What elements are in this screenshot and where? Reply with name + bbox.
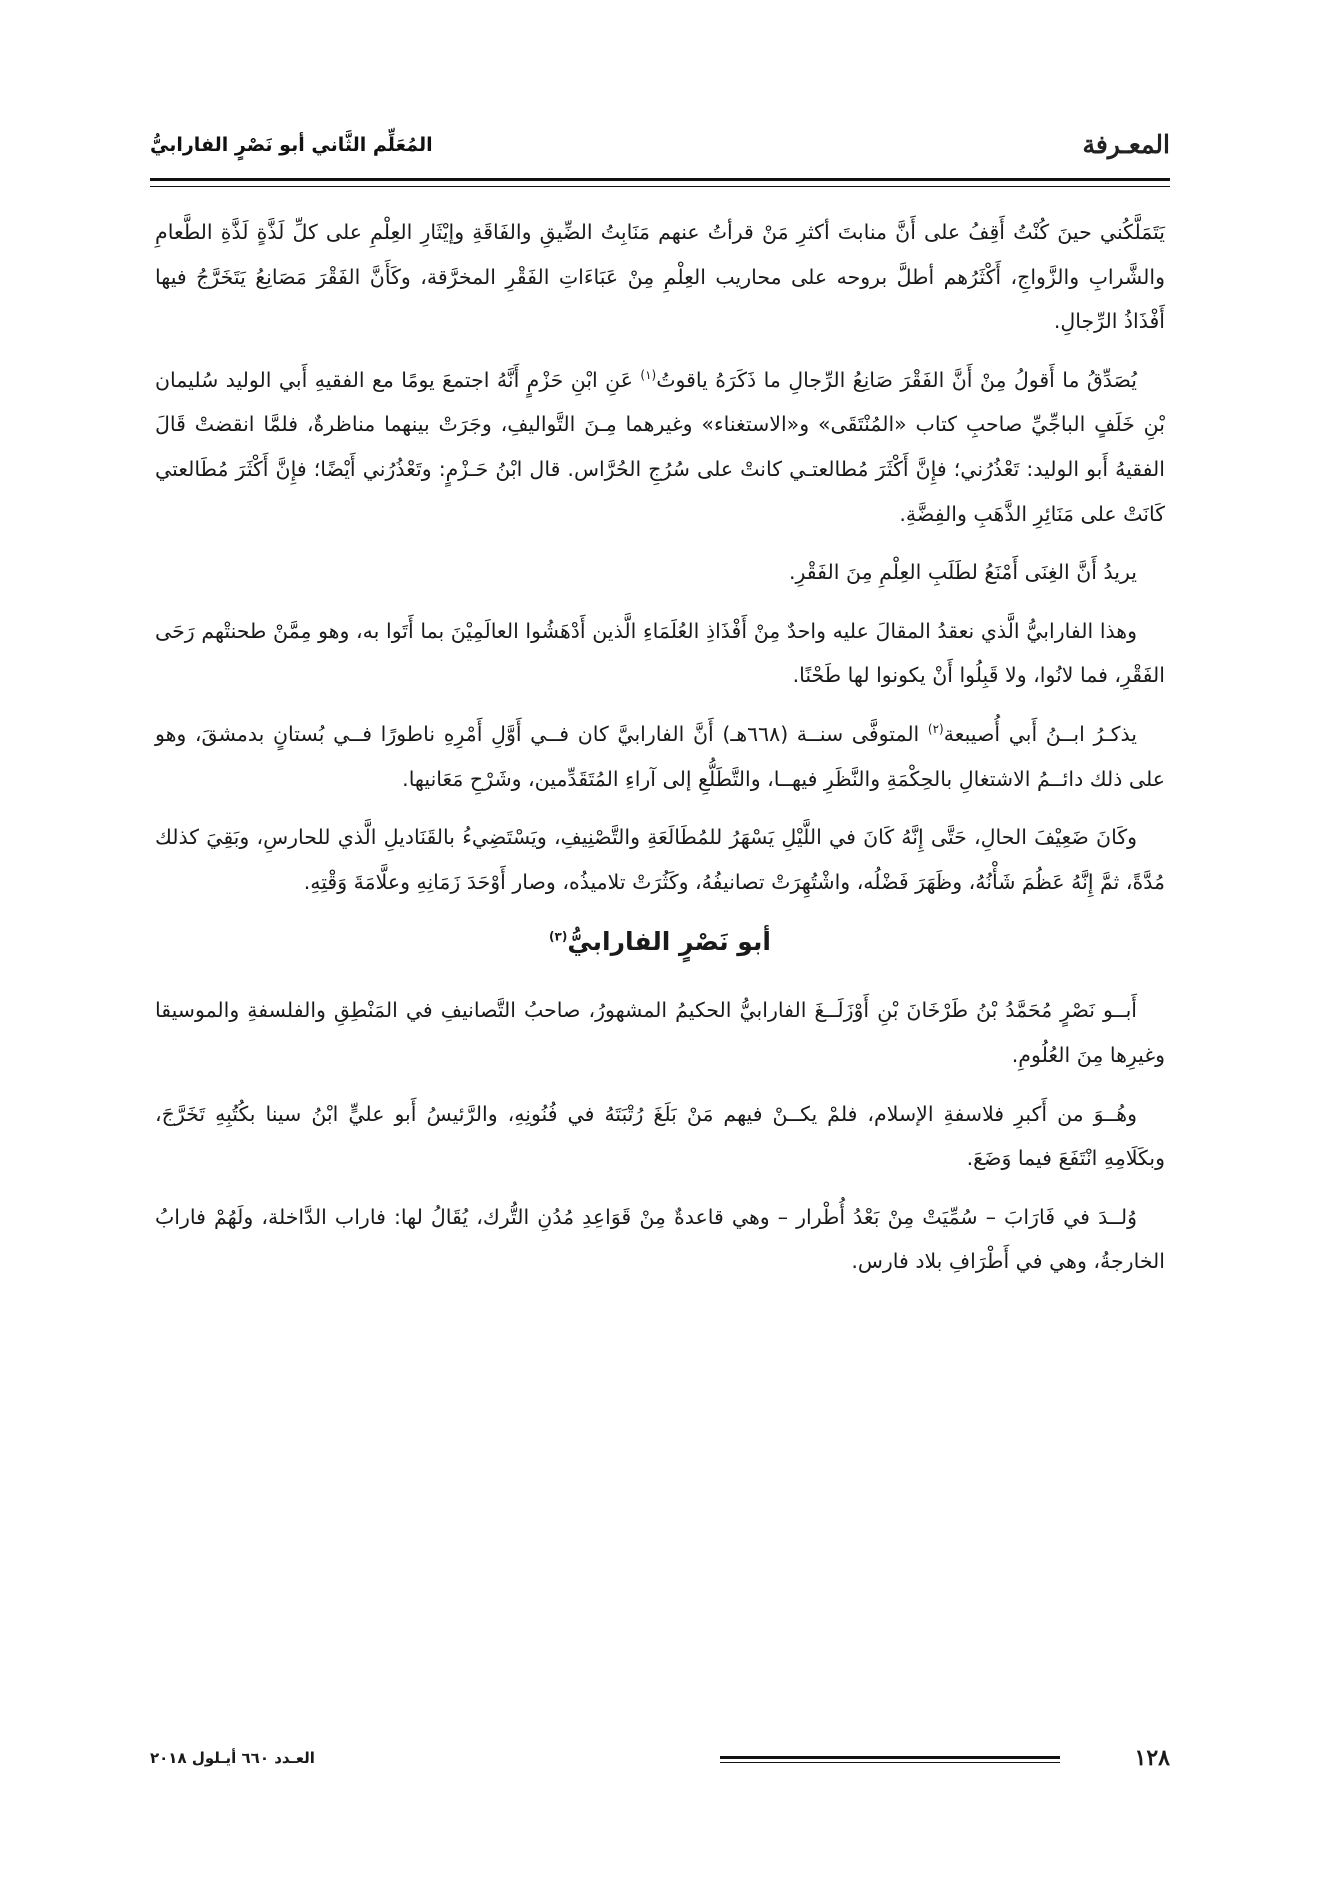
- paragraph-2: [155, 358, 1165, 536]
- paragraph-3: يريدُ أَنَّ الغِنَى أَمْنَعُ لطَلَبِ العِلْمِ مِنَ الفَقْرِ.: [788, 560, 1137, 585]
- page-header: [150, 128, 1170, 178]
- page-number: ١٢٨: [1134, 1745, 1170, 1771]
- paragraph-5-text-b: المتوفَّى سنــة (٦٦٨هـ) أَنَّ الفارابيَّ كان فــي أَوَّلِ أَمْرِهِ ناطورًا فــي بُستانٍ بدمشقَ، وهو على ذلك دائــمُ الاشتغالِ بالحِكْمَةِ والنَّظَرِ فيهــا، والتَّطَلُّعِ إلى آراءِ المُتَقَدِّمين، وشَرْحِ مَعَانيها.: [155, 721, 1165, 791]
- issue-info: العـدد ٦٦٠ أيـلول ٢٠١٨: [150, 1749, 315, 1767]
- paragraph-4: وهذا الفارابيُّ الَّذي نعقدُ المقالَ عليه واحدٌ مِنْ أَفْذَاذِ العُلَمَاءِ الَّذين أَدْهَشُوا العالَمِيْنَ بما أَتَوا به، وهو مِمَّنْ طحنتْهم رَحَى الفَقْرِ، فما لانُوا، ولا قَبِلُوا أَنْ يكونوا لها طَحْنًا.: [155, 618, 1165, 688]
- footer-divider: [720, 1756, 1060, 1763]
- running-title: المُعَلِّم الثَّاني أبو نَصْرٍ الفارابيُّ: [150, 134, 433, 156]
- paragraph-5: [155, 712, 1165, 801]
- paragraph-6: وكَانَ ضَعِيْفَ الحالِ، حَتَّى إِنَّهُ كَانَ في اللَّيْلِ يَسْهَرُ للمُطَالَعَةِ والتَّصْنِيفِ، ويَسْتَضِيءُ بالقَنَاديلِ الَّذي للحارسِ، وبَقِيَ كذلك مُدَّةً، ثمَّ إِنَّهُ عَظُمَ شَأْنُهُ، وظَهَرَ فَضْلُه، واشْتُهِرَتْ تصانيفُهُ، وكَثُرَتْ تلاميذُه، وصار أَوْحَدَ زَمَانِهِ وعلَّامَةَ وَقْتِهِ.: [155, 825, 1165, 894]
- section-heading: [155, 922, 1165, 962]
- page-footer: [150, 1745, 1170, 1785]
- article-body: [155, 210, 1165, 1298]
- footnote-ref-3: (٣): [549, 929, 568, 944]
- footnote-ref-2: (٢): [927, 722, 944, 737]
- paragraph-2-text-a: يُصَدِّقُ ما أَقولُ مِنْ أَنَّ الفَقْرَ صَانِعُ الرِّجالِ ما ذَكَرَهُ ياقوتُ: [656, 367, 1137, 392]
- paragraph-2-text-b: عَنِ ابْنِ حَزْمٍ أَنَّهُ اجتمعَ يومًا مع الفقيهِ أَبي الوليد سُليمان بْنِ خَلَفٍ الباجِّيِّ صاحبِ كتاب «المُنْتَقَى» و«الاستغناء» وغيرهما مِـنَ التَّواليفِ، وجَرَتْ بينهما مناظرةٌ، فلمَّا انقضتْ قَالَ الفقيهُ أَبو الوليد: تَعْذُرُني؛ فإِنَّ أَكْثَرَ مُطالعتـي كانتْ على سُرُجِ الحُرَّاس. قال ابْنُ حَـزْمٍ: وتَعْذُرُني أَيْضًا؛ فإِنَّ أَكْثَرَ مُطَالعتي كَانَتْ على مَنَائِرِ الذَّهَبِ والفِضَّةِ.: [155, 367, 1165, 526]
- paragraph-1: يَتَمَلَّكُني حينَ كُنْتُ أَقِفُ على أَنَّ منابتَ أكثرِ مَنْ قرأتُ عنهم مَنَابِتُ الضِّيقِ والفَاقَةِ وإيْثَارِ العِلْمِ على كلِّ لَذَّةٍ لَذَّةِ الطَّعامِ والشَّرابِ والزَّواجِ، أَكْثَرُهم أطلَّ بروحه على محاريب العِلْمِ مِنْ عَبَاءَاتِ الفَقْرِ المخرَّقة، وكَأَنَّ الفَقْرَ مَصَانِعُ يَتَخَرَّجُ فيها أَفْذَاذُ الرِّجالِ.: [155, 220, 1165, 334]
- footnote-ref-1: (١): [640, 367, 657, 382]
- header-divider: [150, 178, 1170, 187]
- paragraph-9: وُلــدَ في فَارَابَ – سُمِّيَتْ مِنْ بَعْدُ أُطْرار – وهي قاعدةٌ مِنْ قَوَاعِدِ مُدُنِ التُّرك، يُقَالُ لها: فاراب الدَّاخلة، ولَهُمْ فارابُ الخارجةُ، وهي في أَطْرَافِ بلاد فارس.: [155, 1204, 1165, 1274]
- magazine-name: المعـرفة: [1082, 130, 1170, 159]
- paragraph-8: وهُــوَ من أَكبرِ فلاسفةِ الإسلام، فلمْ يكــنْ فيهم مَنْ بَلَغَ رُتْبَتَهُ في فُنُونِهِ، والرَّئيسُ أَبو عليٍّ ابْنُ سينا بكُتُبِهِ تَخَرَّجَ، وبكَلَامِهِ انْتَفَعَ فيما وَضَعَ.: [155, 1101, 1165, 1171]
- paragraph-7: أَبــو نَصْرٍ مُحَمَّدُ بْنُ طَرْخَانَ بْنِ أَوْزَلَــغَ الفارابيُّ الحكيمُ المشهورُ، صاحبُ التَّصانيفِ في المَنْطِقِ والفلسفةِ والموسيقا وغيرِها مِنَ العُلُومِ.: [155, 998, 1165, 1067]
- section-heading-text: أبو نَصْرٍ الفارابيُّ: [567, 927, 771, 957]
- paragraph-5-text-a: يذكـرُ ابــنُ أَبي أُصيبعة: [943, 721, 1137, 746]
